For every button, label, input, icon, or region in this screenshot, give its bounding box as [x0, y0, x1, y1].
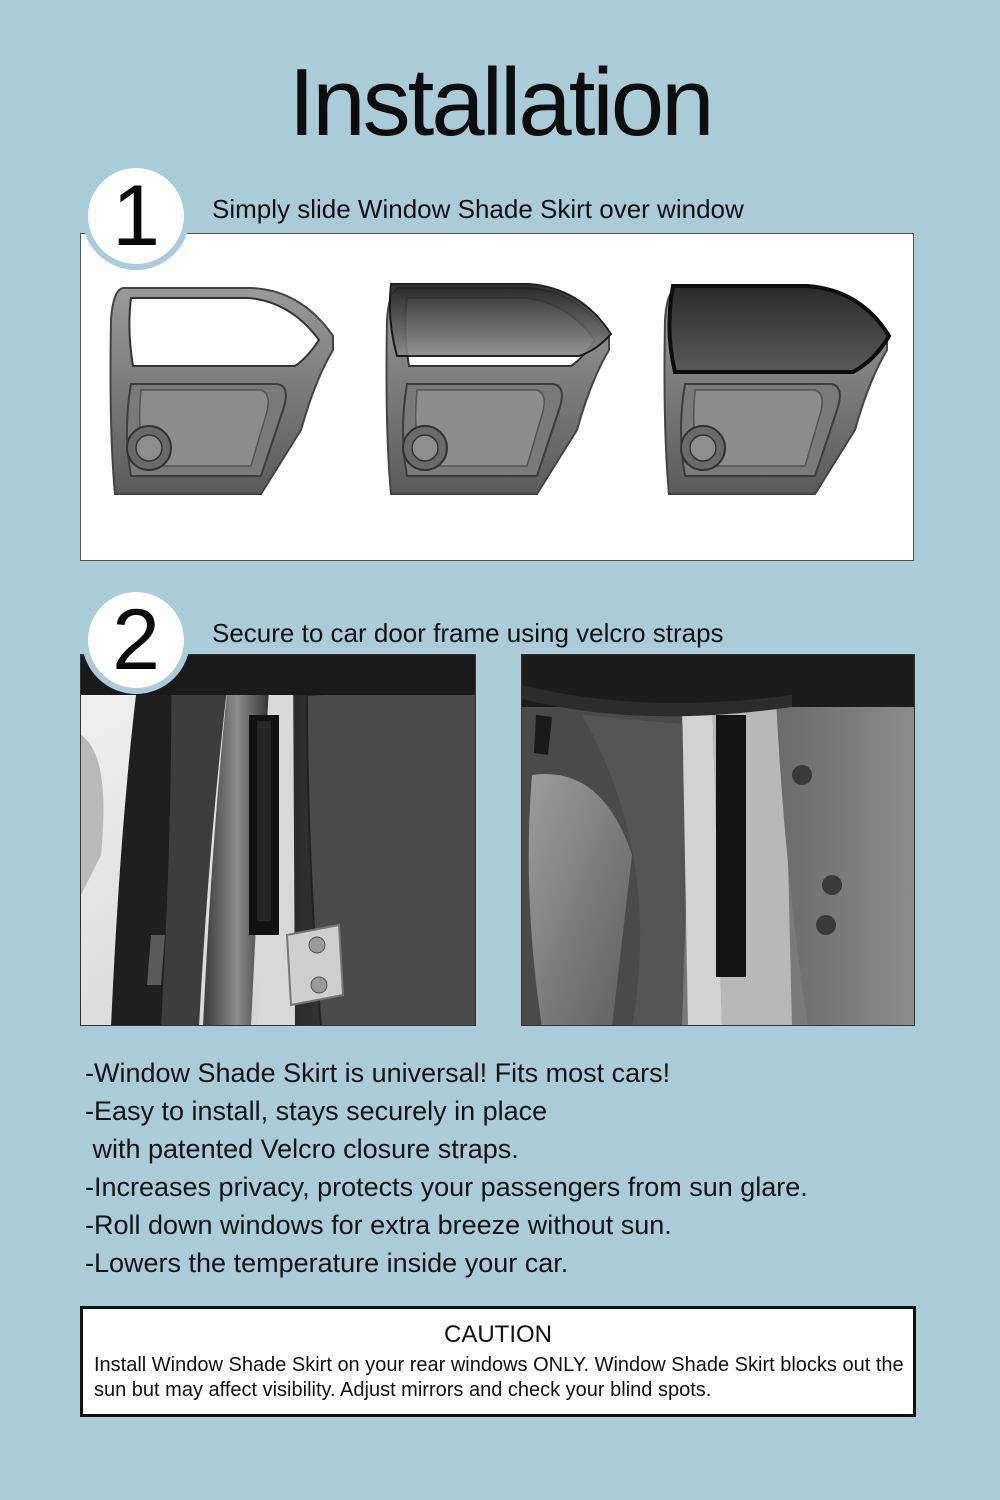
door-without-shade-illustration	[101, 280, 341, 510]
door-shade-partial-illustration	[377, 280, 617, 510]
feature-item: -Window Shade Skirt is universal! Fits most cars!	[85, 1058, 671, 1088]
feature-item: -Lowers the temperature inside your car.	[85, 1248, 569, 1278]
step-1-illustration-panel	[80, 233, 914, 561]
feature-item: with patented Velcro closure straps.	[85, 1134, 519, 1164]
feature-item: -Increases privacy, protects your passengers from sun glare.	[85, 1172, 808, 1202]
door-shade-installed-illustration	[655, 280, 895, 510]
step-2-caption: Secure to car door frame using velcro straps	[212, 618, 724, 648]
step-2-badge: 2	[88, 592, 184, 688]
feature-item: -Roll down windows for extra breeze without sun.	[85, 1210, 672, 1240]
step-1-caption: Simply slide Window Shade Skirt over window	[212, 194, 744, 224]
caution-text: Install Window Shade Skirt on your rear windows ONLY. Window Shade Skirt blocks out the sun but may affect visibility. Adjust mirrors and check your blind spots.	[94, 1354, 904, 1401]
velcro-strap-door-photo	[80, 654, 476, 1026]
page-title: Installation	[288, 49, 712, 156]
step-1-badge: 1	[88, 168, 184, 264]
caution-box	[80, 1306, 916, 1417]
feature-list	[85, 1054, 965, 1282]
velcro-strap-frame-photo	[521, 654, 915, 1026]
feature-item: -Easy to install, stays securely in place	[85, 1096, 548, 1126]
caution-title: CAUTION	[444, 1321, 552, 1348]
